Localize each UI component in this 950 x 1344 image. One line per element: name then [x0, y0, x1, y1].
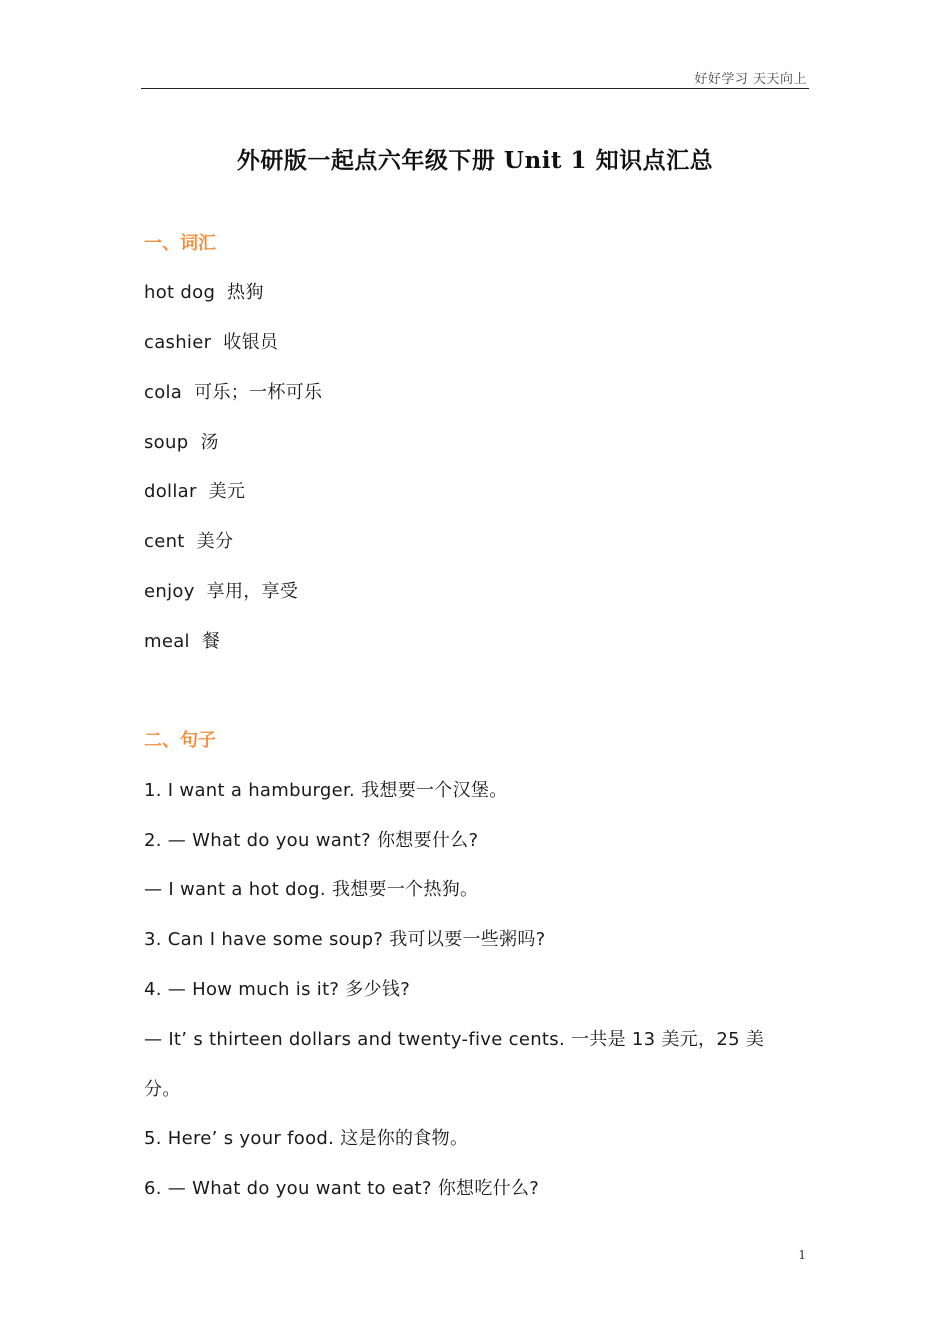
- page-title: 外研版一起点六年级下册 Unit 1 知识点汇总: [236, 147, 714, 174]
- sentence-line: 6. — What do you want to eat? 你想吃什么?: [144, 1178, 540, 1199]
- sentence-line: 5. Here’ s your food. 这是你的食物。: [144, 1128, 469, 1149]
- vocab-word: hot dog: [144, 282, 216, 303]
- vocab-item: [144, 527, 233, 553]
- vocab-item: [144, 328, 278, 354]
- vocab-word: cent: [144, 531, 185, 552]
- vocab-meaning: 汤: [200, 432, 219, 453]
- sentence-line: 3. Can I have some soup? 我可以要一些粥吗?: [144, 929, 546, 950]
- sentence-line: 分。: [144, 1079, 181, 1100]
- vocab-word: enjoy: [144, 581, 195, 602]
- page-number: 1: [798, 1248, 806, 1262]
- sentence-line: — I want a hot dog. 我想要一个热狗。: [144, 879, 479, 900]
- vocab-meaning: 可乐；一杯可乐: [194, 382, 323, 403]
- vocab-item: [144, 378, 322, 404]
- vocab-word: meal: [144, 631, 190, 652]
- vocab-meaning: 收银员: [223, 332, 279, 353]
- vocab-meaning: 享用，享受: [206, 581, 299, 602]
- vocab-meaning: 美分: [196, 531, 234, 552]
- vocab-meaning: 热狗: [227, 282, 264, 303]
- sentences-heading: 二、句子: [144, 730, 216, 751]
- vocab-word: cola: [144, 382, 183, 403]
- sentence-line: — It’ s thirteen dollars and twenty-five cents. 一共是 13 美元，25 美: [144, 1029, 765, 1050]
- sentence-line: 4. — How much is it? 多少钱?: [144, 979, 411, 1000]
- vocab-item: [144, 428, 219, 454]
- vocab-item: [144, 278, 264, 304]
- vocab-meaning: 美元: [208, 481, 246, 502]
- header-divider: [141, 88, 809, 89]
- sentence-line: 1. I want a hamburger. 我想要一个汉堡。: [144, 780, 508, 801]
- vocab-meaning: 餐: [201, 631, 221, 652]
- vocab-heading: 一、词汇: [144, 233, 216, 254]
- vocab-item: [144, 627, 220, 653]
- sentence-line: 2. — What do you want? 你想要什么?: [144, 830, 479, 851]
- vocab-item: [144, 477, 245, 503]
- vocab-word: dollar: [144, 481, 197, 502]
- vocab-word: cashier: [144, 332, 212, 353]
- header-motto: 好好学习 天天向上: [694, 72, 807, 87]
- vocab-word: soup: [144, 432, 189, 453]
- vocab-item: [144, 577, 298, 603]
